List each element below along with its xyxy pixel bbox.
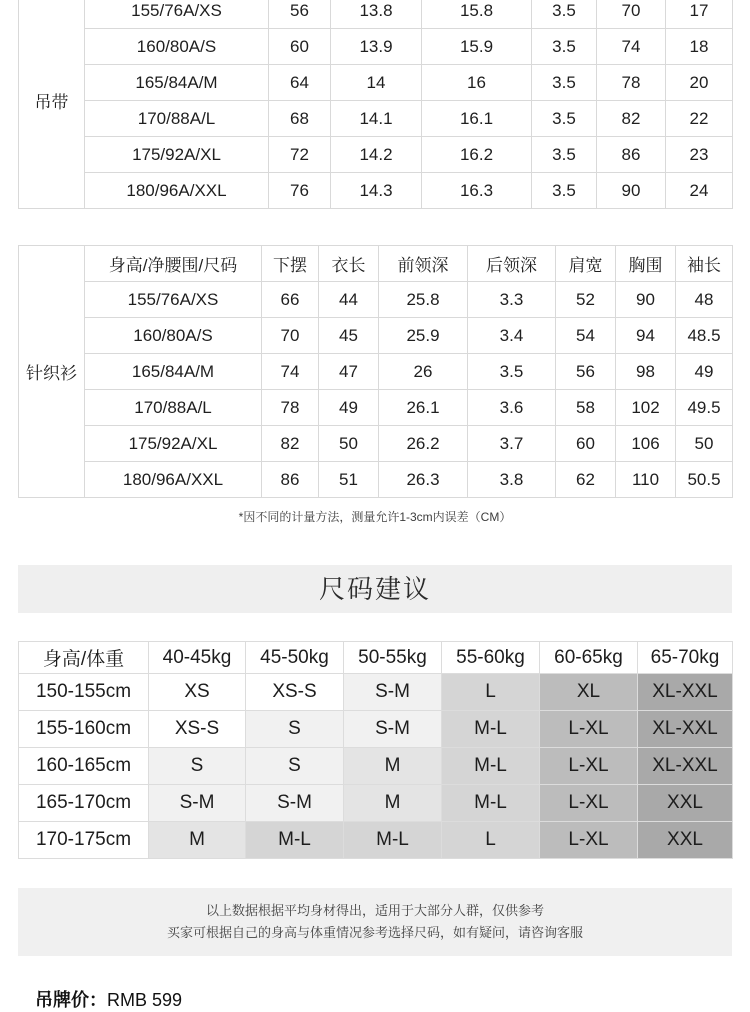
camisole-size-table [18, 0, 733, 209]
column-header: 衣长 [319, 246, 379, 282]
column-header: 身高/体重 [19, 642, 149, 674]
size-cell: 170/88A/L [85, 101, 269, 137]
column-header: 40-45kg [149, 642, 246, 674]
size-cell: 54 [556, 318, 616, 354]
tag-price [35, 986, 732, 1012]
table-row [19, 822, 733, 859]
size-recommend-cell: L [442, 822, 540, 859]
size-cell: 44 [319, 282, 379, 318]
size-cell: 48.5 [676, 318, 733, 354]
column-header: 45-50kg [246, 642, 344, 674]
size-recommend-cell: XS-S [246, 674, 344, 711]
column-header: 后领深 [468, 246, 556, 282]
size-cell: 24 [666, 173, 733, 209]
size-cell: 165/84A/M [85, 65, 269, 101]
size-recommend-cell: S [149, 748, 246, 785]
size-recommend-cell: L [442, 674, 540, 711]
size-recommend-cell: L-XL [540, 785, 638, 822]
table-row [19, 173, 733, 209]
size-cell: 56 [269, 0, 331, 29]
table-row [19, 246, 733, 282]
size-cell: 48 [676, 282, 733, 318]
size-cell: 3.6 [468, 390, 556, 426]
size-cell: 180/96A/XXL [85, 173, 269, 209]
size-cell: 3.4 [468, 318, 556, 354]
table-row [19, 674, 733, 711]
size-cell: 22 [666, 101, 733, 137]
size-cell: 14 [331, 65, 422, 101]
size-cell: 160/80A/S [85, 29, 269, 65]
size-recommend-cell: S [246, 748, 344, 785]
size-cell: 86 [262, 462, 319, 498]
size-recommend-cell: L-XL [540, 748, 638, 785]
size-cell: 3.5 [532, 173, 597, 209]
size-cell: 49 [676, 354, 733, 390]
size-cell: 20 [666, 65, 733, 101]
size-cell: 72 [269, 137, 331, 173]
size-recommend-cell: XS-S [149, 711, 246, 748]
size-cell: 50.5 [676, 462, 733, 498]
size-cell: 3.5 [532, 101, 597, 137]
table-row [19, 462, 733, 498]
size-cell: 155/76A/XS [85, 0, 269, 29]
size-cell: 14.2 [331, 137, 422, 173]
size-cell: 15.9 [422, 29, 532, 65]
size-recommend-cell: S-M [344, 711, 442, 748]
size-cell: 52 [556, 282, 616, 318]
size-recommend-cell: S-M [344, 674, 442, 711]
column-header: 下摆 [262, 246, 319, 282]
size-cell: 86 [597, 137, 666, 173]
row-header: 150-155cm [19, 674, 149, 711]
size-cell: 74 [262, 354, 319, 390]
size-cell: 23 [666, 137, 733, 173]
size-cell: 51 [319, 462, 379, 498]
size-cell: 74 [597, 29, 666, 65]
size-cell: 16.1 [422, 101, 532, 137]
size-recommend-cell: XL [540, 674, 638, 711]
size-cell: 26.3 [379, 462, 468, 498]
row-header: 160-165cm [19, 748, 149, 785]
size-recommend-cell: M [344, 748, 442, 785]
table-row [19, 0, 733, 29]
size-recommend-table [18, 641, 733, 859]
size-cell: 3.8 [468, 462, 556, 498]
table-row [19, 390, 733, 426]
row-header: 165-170cm [19, 785, 149, 822]
table-row [19, 642, 733, 674]
size-cell: 50 [319, 426, 379, 462]
size-cell: 16.3 [422, 173, 532, 209]
column-header: 袖长 [676, 246, 733, 282]
size-cell: 50 [676, 426, 733, 462]
size-cell: 170/88A/L [85, 390, 262, 426]
size-cell: 3.5 [532, 65, 597, 101]
size-cell: 106 [616, 426, 676, 462]
table-row [19, 65, 733, 101]
table-row [19, 785, 733, 822]
size-recommend-cell: L-XL [540, 822, 638, 859]
column-header: 身高/净腰围/尺码 [85, 246, 262, 282]
column-header: 65-70kg [638, 642, 733, 674]
footnote-line-2: 买家可根据自己的身高与体重情况参考选择尺码，如有疑问，请咨询客服 [166, 925, 583, 940]
size-recommend-cell: XL-XXL [638, 674, 733, 711]
size-recommend-cell: S-M [149, 785, 246, 822]
column-header: 60-65kg [540, 642, 638, 674]
size-cell: 78 [262, 390, 319, 426]
size-recommend-cell: M [344, 785, 442, 822]
size-cell: 78 [597, 65, 666, 101]
column-header: 55-60kg [442, 642, 540, 674]
size-cell: 18 [666, 29, 733, 65]
size-cell: 60 [556, 426, 616, 462]
table-row [19, 282, 733, 318]
size-cell: 3.5 [532, 0, 597, 29]
size-cell: 82 [597, 101, 666, 137]
size-cell: 64 [269, 65, 331, 101]
size-recommend-cell: XL-XXL [638, 711, 733, 748]
size-cell: 76 [269, 173, 331, 209]
size-cell: 90 [597, 173, 666, 209]
size-suggestion-banner [18, 565, 732, 613]
product-label: 吊带 [19, 0, 85, 209]
size-cell: 180/96A/XXL [85, 462, 262, 498]
size-recommend-cell: M [149, 822, 246, 859]
size-cell: 90 [616, 282, 676, 318]
size-cell: 98 [616, 354, 676, 390]
size-cell: 94 [616, 318, 676, 354]
size-cell: 3.5 [468, 354, 556, 390]
footnote-box [18, 888, 732, 956]
size-cell: 49.5 [676, 390, 733, 426]
footnote-line-1: 以上数据根据平均身材得出，适用于大部分人群，仅供参考 [205, 903, 544, 918]
size-recommend-cell: XXL [638, 822, 733, 859]
size-recommend-cell: M-L [246, 822, 344, 859]
size-cell: 26 [379, 354, 468, 390]
table-row [19, 29, 733, 65]
row-header: 170-175cm [19, 822, 149, 859]
tag-price-label: 吊牌价： [35, 990, 107, 1010]
size-cell: 25.9 [379, 318, 468, 354]
table-row [19, 137, 733, 173]
size-recommend-cell: XS [149, 674, 246, 711]
size-recommend-cell: XXL [638, 785, 733, 822]
table-row [19, 711, 733, 748]
size-cell: 16 [422, 65, 532, 101]
table-row [19, 748, 733, 785]
size-cell: 70 [262, 318, 319, 354]
size-cell: 13.9 [331, 29, 422, 65]
size-cell: 160/80A/S [85, 318, 262, 354]
size-cell: 14.1 [331, 101, 422, 137]
size-cell: 82 [262, 426, 319, 462]
column-header: 前领深 [379, 246, 468, 282]
table-row [19, 101, 733, 137]
size-cell: 3.3 [468, 282, 556, 318]
size-recommend-cell: S [246, 711, 344, 748]
size-cell: 16.2 [422, 137, 532, 173]
size-recommend-cell: S-M [246, 785, 344, 822]
size-cell: 70 [597, 0, 666, 29]
size-cell: 165/84A/M [85, 354, 262, 390]
measurement-tolerance-note: *因不同的计量方法，测量允许1-3cm内误差（CM） [238, 510, 512, 524]
row-header: 155-160cm [19, 711, 149, 748]
size-recommend-cell: M-L [442, 785, 540, 822]
column-header: 50-55kg [344, 642, 442, 674]
size-cell: 60 [269, 29, 331, 65]
knit-size-table [18, 245, 733, 498]
size-cell: 66 [262, 282, 319, 318]
size-cell: 68 [269, 101, 331, 137]
size-cell: 25.8 [379, 282, 468, 318]
column-header: 肩宽 [556, 246, 616, 282]
size-cell: 26.1 [379, 390, 468, 426]
size-cell: 110 [616, 462, 676, 498]
size-cell: 56 [556, 354, 616, 390]
size-recommend-cell: M-L [344, 822, 442, 859]
size-cell: 45 [319, 318, 379, 354]
table-row [19, 354, 733, 390]
table-row [19, 318, 733, 354]
size-cell: 3.7 [468, 426, 556, 462]
size-cell: 13.8 [331, 0, 422, 29]
size-cell: 3.5 [532, 137, 597, 173]
size-recommend-cell: L-XL [540, 711, 638, 748]
size-cell: 15.8 [422, 0, 532, 29]
size-cell: 58 [556, 390, 616, 426]
size-cell: 62 [556, 462, 616, 498]
size-recommend-cell: M-L [442, 748, 540, 785]
size-recommend-cell: M-L [442, 711, 540, 748]
size-cell: 102 [616, 390, 676, 426]
size-cell: 155/76A/XS [85, 282, 262, 318]
size-cell: 175/92A/XL [85, 426, 262, 462]
banner-title: 尺码建议 [318, 574, 431, 604]
table-row [19, 426, 733, 462]
tag-price-value: RMB 599 [107, 990, 183, 1010]
product-label: 针织衫 [19, 246, 85, 498]
size-cell: 17 [666, 0, 733, 29]
size-cell: 3.5 [532, 29, 597, 65]
size-cell: 49 [319, 390, 379, 426]
size-recommend-cell: XL-XXL [638, 748, 733, 785]
size-cell: 14.3 [331, 173, 422, 209]
size-cell: 175/92A/XL [85, 137, 269, 173]
column-header: 胸围 [616, 246, 676, 282]
size-cell: 26.2 [379, 426, 468, 462]
size-cell: 47 [319, 354, 379, 390]
